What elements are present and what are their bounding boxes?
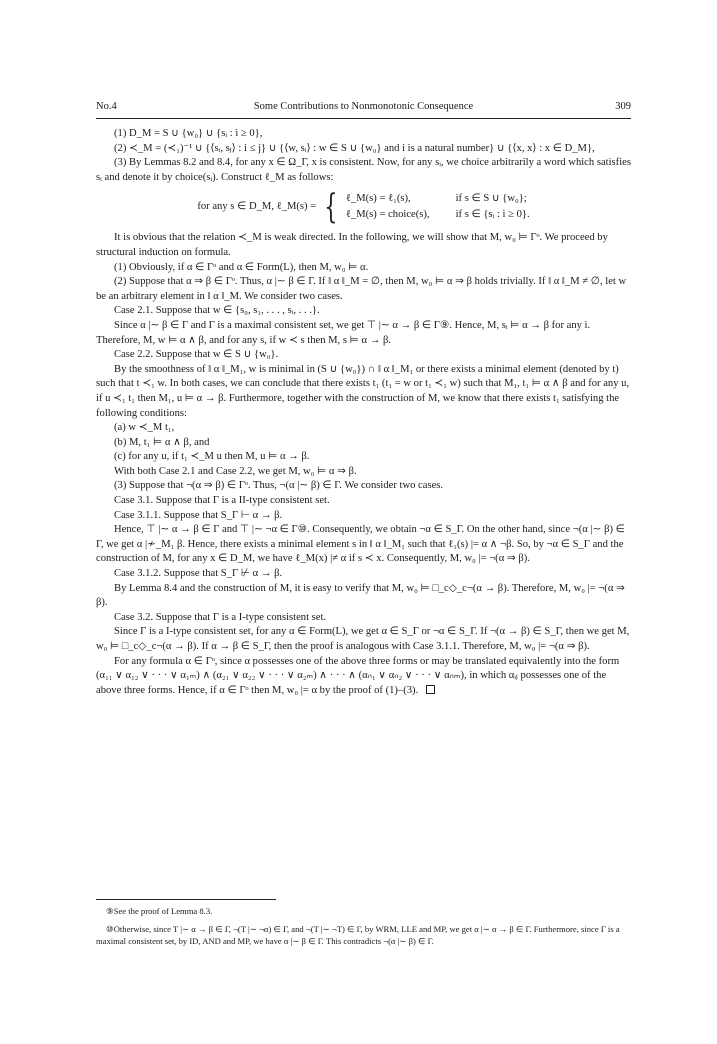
footnote-10 xyxy=(96,923,631,947)
equation-lhs: for any s ∈ D_M, ℓ_M(s) = xyxy=(197,201,317,213)
qed-square-icon xyxy=(426,685,435,694)
case-heading: Case 2.2. Suppose that w ∈ S ∪ {w₀}. xyxy=(114,349,279,361)
header-rule xyxy=(96,118,631,119)
footnote-rule xyxy=(96,899,276,900)
footnote-9 xyxy=(96,905,631,917)
running-title: Some Contributions to Nonmonotonic Consequence xyxy=(253,101,474,112)
case-2-condition: if s ∈ {sᵢ : i ≥ 0}. xyxy=(455,209,530,221)
labeling-equation xyxy=(96,187,631,228)
case-heading: Case 3.2. Suppose that Γ is a I-type consistent set. xyxy=(114,611,327,623)
paragraph: Since Γ is a I-type consistent set, for any α ∈ Form(L), we get α ∈ S_Γ or ¬α ∈ S_Γ. If ¬(α → β) ∈ S_Γ, then we get M, w₀ ⊨ □_c◇_c¬(α → β). If α → β ∈ S_Γ, then the proof is analogous with Case 3.1.1. Therefore, M, w₀ |= ¬(α ⇒ β). xyxy=(96,626,630,652)
condition-c: (c) for any u, if t₁ ≺_M u then M, u ⊨ α → β. xyxy=(114,451,310,463)
paragraph: It is obvious that the relation ≺_M is weak directed. In the following, we will show that M, w₀ ⊨ Γᵒ. We proceed by structural induction on formula. xyxy=(96,232,608,258)
def-labeling: (3) By Lemmas 8.2 and 8.4, for any x ∈ Ω_Γ, x is consistent. Now, for any sᵢ, we choice arbitrarily a word which satisfies sᵢ and denote it by choice(sᵢ). Construct ℓ_M as follows: xyxy=(96,157,631,183)
condition-b: (b) M, t₁ ⊨ α ∧ β, and xyxy=(114,436,210,448)
issue-number: No.4 xyxy=(96,101,117,112)
case-1-value: ℓ_M(s) = ℓ₁(s), xyxy=(345,192,411,204)
concluding-text: For any formula α ∈ Γᵒ, since α possesses one of the above three forms or may be translated equivalently into the form (α₁₁ ∨ α₁₂ ∨ · · · ∨ α₁ₘ) ∧ (α₂₁ ∨ α₂₂ ∨ · · · ∨ α₂ₘ) ∧ · · · ∧ (αₙ₁ ∨ αₙ₂ ∨ · · · ∨ αₙₘ), in which αᵢⱼ possesses one of the above three forms. Hence, if α ∈ Γᵒ then M, w₀ |= α by the proof of (1)–(3). xyxy=(96,655,620,696)
left-brace-icon: { xyxy=(324,187,338,228)
case-heading: Case 3.1.1. Suppose that S_Γ ⊢ α → β. xyxy=(114,509,283,521)
concluding-paragraph xyxy=(96,655,631,699)
page-number: 309 xyxy=(615,101,631,112)
def-domain: (1) D_M = S ∪ {w₀} ∪ {sᵢ : i ≥ 0}, xyxy=(114,128,263,139)
induction-step-1: (1) Obviously, if α ∈ Γᵒ and α ∈ Form(L), then M, w₀ ⊨ α. xyxy=(114,261,369,273)
case-heading: Case 2.1. Suppose that w ∈ {s₀, s₁, . . . , sᵢ, . . .}. xyxy=(114,305,320,317)
case-heading: Case 3.1. Suppose that Γ is a II-type consistent set. xyxy=(114,495,330,507)
paragraph: With both Case 2.1 and Case 2.2, we get M, w₀ ⊨ α ⇒ β. xyxy=(114,465,357,477)
running-header xyxy=(96,101,631,117)
condition-a: (a) w ≺_M t₁, xyxy=(114,422,175,434)
paragraph: By the smoothness of ‖ α ‖_M₁, w is minimal in (S ∪ {w₀}) ∩ ‖ α ‖_M₁ or there exists a minimal element (denoted by t) such that t ≺₁ w. In both cases, we can conclude that there exists t₁ (t₁ = w or t₁ ≺₁ w) such that M₁, t₁ ⊨ α ∧ β and for any u, if u ≺₁ t₁ then M₁, u ⊨ α → β. Furthermore, together with the construction of M, we know that there exists t₁ satisfying the following conditions: xyxy=(96,363,630,419)
proof-body xyxy=(96,127,631,698)
paragraph: Since α |∼ β ∈ Γ and Γ is a maximal consistent set, we get ⊤ |∼ α → β ∈ Γ⑨. Hence, M, sᵢ ⊨ α → β for any i. Therefore, M, w ⊨ α ∧ β, and for any s, if w ≺ s then M, s ⊨ α → β. xyxy=(96,319,591,346)
paragraph: By Lemma 8.4 and the construction of M, it is easy to verify that M, w₀ ⊨ □_c◇_c¬(α → β). Therefore, M, w₀ |= ¬(α ⇒ β). xyxy=(96,582,625,609)
case-heading: Case 3.1.2. Suppose that S_Γ ⊬ α → β. xyxy=(114,568,283,580)
case-1-condition: if s ∈ S ∪ {w₀}; xyxy=(455,192,527,204)
induction-step-2: (2) Suppose that α ⇒ β ∈ Γᵒ. Thus, α |∼ β ∈ Γ. If ‖ α ‖_M = ∅, then M, w₀ ⊨ α ⇒ β holds trivially. If ‖ α ‖_M ≠ ∅, let w be an arbitrary element in ‖ α ‖_M. We consider two cases. xyxy=(96,276,627,302)
case-2-value: ℓ_M(s) = choice(s), xyxy=(345,209,430,221)
footnote-9-text: ⑨See the proof of Lemma 8.3. xyxy=(106,906,213,916)
def-order: (2) ≺_M = (≺₁)⁻¹ ∪ {⟨sᵢ, sⱼ⟩ : i ≤ j} ∪ {⟨w, sᵢ⟩ : w ∈ S ∪ {w₀} and i is a natural number} ∪ {⟨x, x⟩ : x ∈ D_M}, xyxy=(114,142,595,154)
induction-step-3: (3) Suppose that ¬(α ⇒ β) ∈ Γᵒ. Thus, ¬(α |∼ β) ∈ Γ. We consider two cases. xyxy=(114,480,444,492)
footnote-10-text: ⑩Otherwise, since T |∼ α → β ∈ Γ, ¬(T |∼ ¬α) ∈ Γ, and ¬(T |∼ ¬T) ∈ Γ, by WRM, LLE and MP, we get α |∼ α → β ∈ Γ. Furthermore, since Γ is a maximal consistent set, by ID, AND and MP, we have α |∼ β ∈ Γ. This contradicts ¬(α |∼ β) ∈ Γ. xyxy=(96,924,620,947)
paragraph: Hence, ⊤ |∼ α → β ∈ Γ and ⊤ |∼ ¬α ∈ Γ⑩. Consequently, we obtain ¬α ∈ S_Γ. On the other hand, since ¬(α |∼ β) ∈ Γ, we get α |≁_M₁ β. Hence, there exists a minimal element s in ‖ α ‖_M₁ such that ℓ₁(s) |= α ∧ ¬β. So, by ¬α ∈ S_Γ and the construction of M, for any x ∈ D_M, we have ℓ_M(x) |≠ α if s ≺ x. Consequently, M, w₀ |= ¬(α ⇒ β). xyxy=(96,524,625,565)
equation-cases xyxy=(346,192,530,223)
